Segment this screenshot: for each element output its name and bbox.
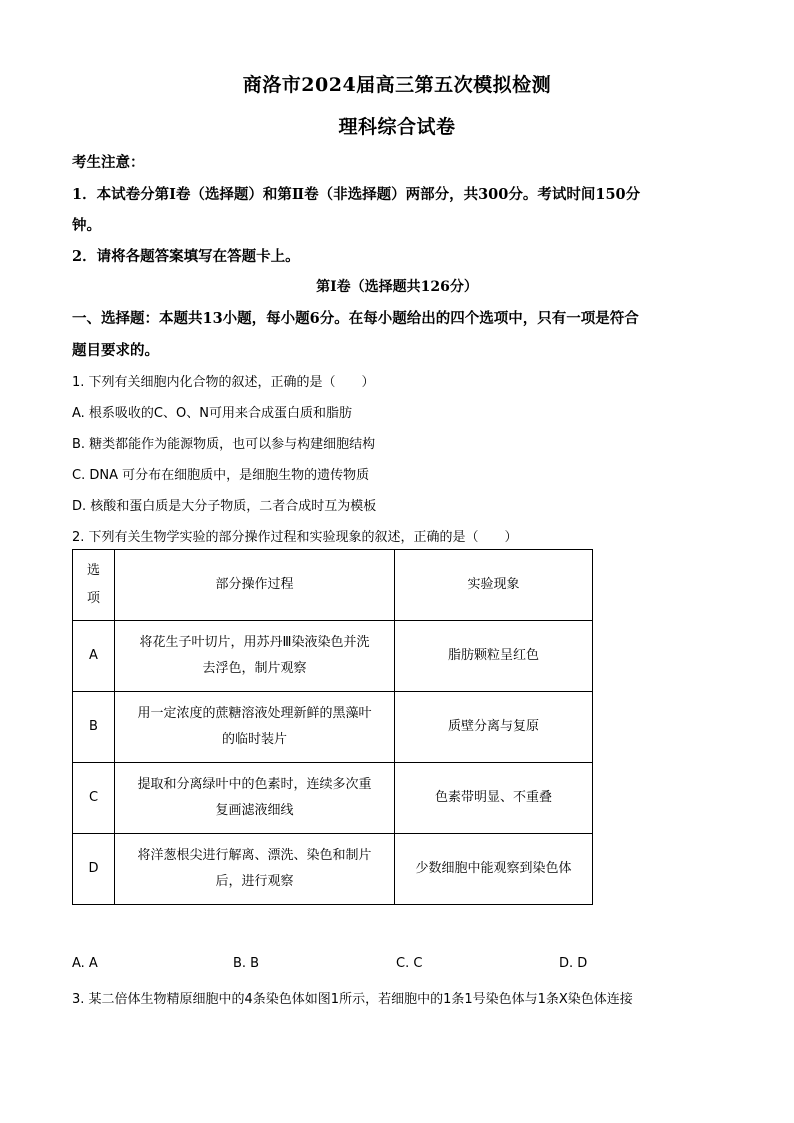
procedure-line-1: 将洋葱根尖进行解离、漂洗、染色和制片	[137, 848, 372, 863]
row-procedure	[115, 763, 395, 834]
row-procedure	[115, 621, 395, 692]
section-instructions-line-2: 题目要求的。	[72, 342, 159, 359]
notice-heading: 考生注意：	[72, 154, 145, 171]
notice-item-2: 2．请将各题答案填写在答题卡上。	[72, 248, 300, 265]
procedure-line-2: 的临时装片	[221, 732, 287, 747]
question-3-stem: 3. 某二倍体生物精原细胞中的4条染色体如图1所示，若细胞中的1条1号染色体与1条X染色体连接	[72, 992, 633, 1007]
procedure-line-2: 后，进行观察	[215, 874, 294, 889]
row-procedure	[115, 834, 395, 905]
table-header-result: 实验现象	[395, 550, 593, 621]
section-instructions-line-1: 一、选择题：本题共13小题，每小题6分。在每小题给出的四个选项中，只有一项是符合	[72, 310, 639, 327]
table-row	[73, 621, 593, 692]
question-1-option-a: A. 根系吸收的C、O、N可用来合成蛋白质和脂肪	[72, 406, 352, 421]
procedure-line-2: 复画滤液细线	[215, 803, 294, 818]
question-1-stem: 1. 下列有关细胞内化合物的叙述，正确的是（ ）	[72, 375, 375, 390]
question-1-option-b: B. 糖类都能作为能源物质，也可以参与构建细胞结构	[72, 437, 376, 452]
row-option: B	[73, 692, 115, 763]
question-2-stem: 2. 下列有关生物学实验的部分操作过程和实验现象的叙述，正确的是（ ）	[72, 530, 518, 545]
exam-subtitle: 理科综合试卷	[338, 116, 456, 138]
question-2-choice-a: A. A	[72, 956, 98, 971]
row-result: 色素带明显、不重叠	[395, 763, 593, 834]
question-2-choice-b: B. B	[233, 956, 260, 971]
row-result: 质壁分离与复原	[395, 692, 593, 763]
question-1-option-c: C. DNA 可分布在细胞质中，是细胞生物的遗传物质	[72, 468, 370, 483]
exam-title: 商洛市2024届高三第五次模拟检测	[242, 74, 552, 96]
table-row	[73, 692, 593, 763]
notice-item-1-line-2: 钟。	[72, 217, 101, 234]
table-header-procedure: 部分操作过程	[115, 550, 395, 621]
procedure-line-1: 用一定浓度的蔗糖溶液处理新鲜的黑藻叶	[137, 706, 372, 721]
question-2-choice-d: D. D	[559, 956, 588, 971]
row-option: A	[73, 621, 115, 692]
question-2-choice-c: C. C	[396, 956, 423, 971]
row-option: D	[73, 834, 115, 905]
row-result: 少数细胞中能观察到染色体	[395, 834, 593, 905]
procedure-line-2: 去浮色，制片观察	[202, 661, 307, 676]
table-row	[73, 763, 593, 834]
procedure-line-1: 提取和分离绿叶中的色素时，连续多次重	[137, 777, 372, 792]
header-option-line-2: 项	[86, 591, 100, 606]
row-procedure	[115, 692, 395, 763]
notice-item-1-line-1: 1．本试卷分第Ⅰ卷（选择题）和第Ⅱ卷（非选择题）两部分，共300分。考试时间150分	[72, 186, 641, 203]
procedure-line-1: 将花生子叶切片，用苏丹Ⅲ染液染色并洗	[139, 635, 370, 650]
row-result: 脂肪颗粒呈红色	[395, 621, 593, 692]
table-header-row	[73, 550, 593, 621]
row-option: C	[73, 763, 115, 834]
header-option-line-1: 选	[86, 563, 100, 578]
question-1-option-d: D. 核酸和蛋白质是大分子物质，二者合成时互为模板	[72, 499, 377, 514]
question-2-table	[72, 549, 593, 905]
table-header-option	[73, 550, 115, 621]
part-1-title: 第Ⅰ卷（选择题共126分）	[316, 279, 478, 295]
table-row	[73, 834, 593, 905]
